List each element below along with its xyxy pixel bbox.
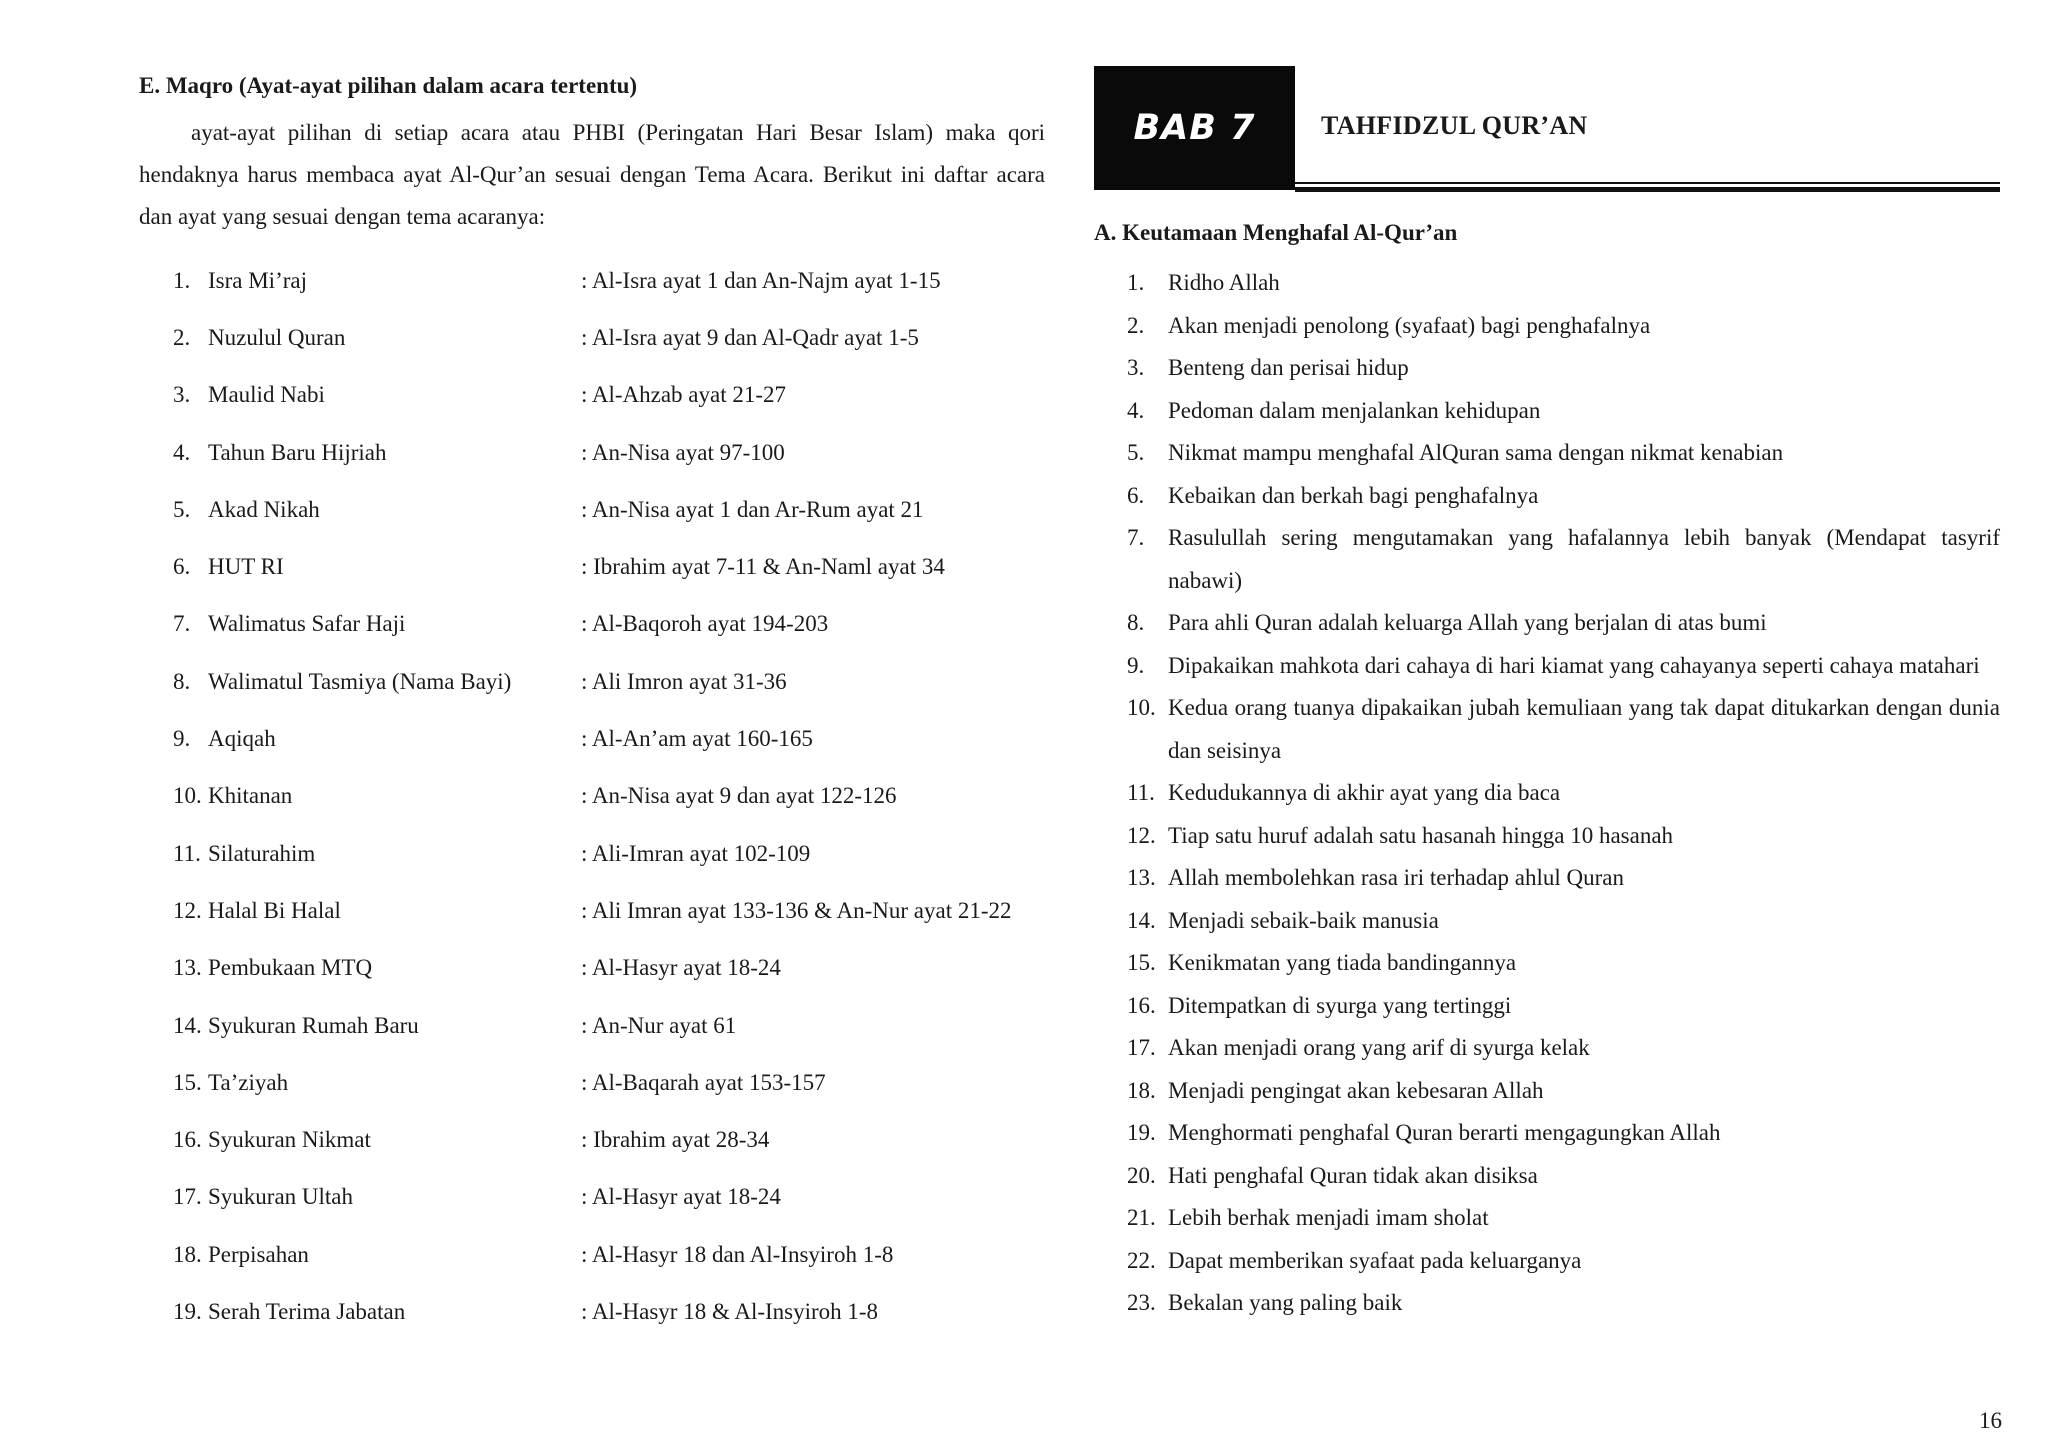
benefit-number: 1. [1127, 270, 1145, 295]
section-heading-keutamaan: A. Keutamaan Menghafal Al-Qur’an [1094, 220, 1458, 245]
chapter-label-box: BAB 7 [1094, 66, 1295, 190]
event-name: Aqiqah [208, 726, 276, 752]
list-item [139, 1111, 1045, 1168]
list-item [1094, 1197, 2000, 1240]
list-item [1094, 1070, 2000, 1113]
event-ayat: : Al-Hasyr ayat 18-24 [581, 1184, 781, 1210]
event-ayat: : An-Nisa ayat 9 dan ayat 122-126 [581, 783, 897, 809]
event-ayat: : Ali Imran ayat 133-136 & An-Nur ayat 21-22 [581, 897, 1012, 923]
benefit-text: Para ahli Quran adalah keluarga Allah yang berjalan di atas bumi [1168, 610, 1767, 635]
page-number: 16 [1979, 1408, 2002, 1433]
benefit-text: Ditempatkan di syurga yang tertinggi [1168, 992, 1512, 1018]
list-item [1094, 517, 2000, 602]
event-name: Syukuran Ultah [208, 1184, 354, 1210]
benefit-number: 22. [1127, 1247, 1156, 1273]
event-number: 12. [173, 897, 202, 923]
list-item [139, 825, 1045, 882]
list-item [139, 768, 1045, 825]
event-name: Isra Mi’raj [208, 267, 307, 293]
benefit-number: 6. [1127, 482, 1145, 508]
event-ayat: : Al-Baqoroh ayat 194-203 [581, 611, 829, 637]
benefit-text: Ridho Allah [1168, 270, 1280, 295]
benefit-number: 3. [1127, 355, 1145, 380]
list-item [1094, 347, 2000, 390]
event-name: Pembukaan MTQ [208, 955, 373, 981]
event-name: Syukuran Nikmat [208, 1127, 371, 1153]
event-number: 17. [173, 1184, 202, 1210]
event-ayat: : Ibrahim ayat 28-34 [581, 1127, 770, 1153]
event-number: 18. [173, 1241, 202, 1267]
event-ayat: : Ibrahim ayat 7-11 & An-Naml ayat 34 [581, 554, 945, 580]
event-ayat: : Al-Ahzab ayat 21-27 [581, 382, 787, 408]
list-item [1094, 645, 2000, 688]
benefit-text: Dipakaikan mahkota dari cahaya di hari kiamat yang cahayanya seperti cahaya matahari [1168, 652, 1980, 678]
event-number: 11. [173, 840, 201, 866]
event-name: Halal Bi Halal [208, 897, 341, 923]
list-item [1094, 305, 2000, 348]
benefit-number: 15. [1127, 950, 1156, 975]
benefit-number: 17. [1127, 1035, 1156, 1060]
event-number: 6. [173, 554, 191, 580]
list-item [139, 1283, 1045, 1340]
benefit-number: 7. [1127, 525, 1145, 550]
event-number: 3. [173, 382, 191, 408]
event-number: 1. [173, 267, 191, 293]
benefit-text: Rasulullah sering mengutamakan yang hafalannya lebih banyak (Mendapat tasyrif nabawi) [1168, 525, 2000, 593]
benefit-number: 5. [1127, 440, 1145, 465]
benefit-text: Menghormati penghafal Quran berarti mengagungkan Allah [1168, 1120, 1721, 1145]
benefit-text: Bekalan yang paling baik [1168, 1290, 1403, 1315]
list-item [1094, 390, 2000, 433]
event-name: Walimatus Safar Haji [208, 611, 406, 637]
event-ayat: : An-Nisa ayat 97-100 [581, 439, 785, 465]
event-ayat: : An-Nur ayat 61 [581, 1012, 737, 1038]
event-number: 13. [173, 955, 202, 981]
event-name: Tahun Baru Hijriah [208, 439, 387, 465]
event-name: Serah Terima Jabatan [208, 1298, 406, 1324]
benefit-text: Kedua orang tuanya dipakaikan jubah kemuliaan yang tak dapat ditukarkan dengan dunia dan seisinya [1168, 695, 2000, 763]
list-item [1094, 1155, 2000, 1198]
benefit-number: 14. [1127, 907, 1156, 933]
benefit-number: 10. [1127, 695, 1156, 720]
list-item [1094, 815, 2000, 858]
event-name: Maulid Nabi [208, 382, 325, 408]
event-name: Syukuran Rumah Baru [208, 1012, 419, 1038]
list-item [139, 596, 1045, 653]
list-item [139, 1226, 1045, 1283]
benefit-text: Kebaikan dan berkah bagi penghafalnya [1168, 482, 1539, 508]
event-number: 4. [173, 439, 191, 465]
header-rule-thick [1295, 187, 2000, 192]
benefit-text: Hati penghafal Quran tidak akan disiksa [1168, 1162, 1538, 1188]
list-item [1094, 857, 2000, 900]
list-item [139, 1169, 1045, 1226]
benefit-number: 21. [1127, 1205, 1156, 1230]
benefit-text: Benteng dan perisai hidup [1168, 355, 1409, 380]
event-ayat: : Al-Isra ayat 1 dan An-Najm ayat 1-15 [581, 267, 941, 293]
header-rule-thin [1295, 182, 2000, 184]
event-name: Perpisahan [208, 1241, 309, 1267]
benefit-number: 20. [1127, 1162, 1156, 1188]
event-ayat-list [139, 252, 1045, 1341]
list-item [139, 252, 1045, 309]
event-ayat: : Ali Imron ayat 31-36 [581, 668, 787, 694]
list-item [139, 1054, 1045, 1111]
list-item [1094, 900, 2000, 943]
event-ayat: : Al-Isra ayat 9 dan Al-Qadr ayat 1-5 [581, 324, 919, 350]
list-item [1094, 602, 2000, 645]
benefit-number: 12. [1127, 822, 1156, 848]
event-name: Khitanan [208, 783, 293, 809]
list-item [139, 882, 1045, 939]
list-item [139, 538, 1045, 595]
list-item [139, 940, 1045, 997]
list-item [1094, 942, 2000, 985]
event-ayat: : Al-Hasyr 18 & Al-Insyiroh 1-8 [581, 1298, 879, 1324]
benefit-number: 8. [1127, 610, 1145, 635]
event-ayat: : An-Nisa ayat 1 dan Ar-Rum ayat 21 [581, 496, 924, 522]
list-item [1094, 772, 2000, 815]
event-ayat: : Al-An’am ayat 160-165 [581, 726, 813, 752]
benefit-number: 2. [1127, 312, 1145, 338]
list-item [139, 424, 1045, 481]
benefit-number: 19. [1127, 1120, 1156, 1145]
event-name: HUT RI [208, 554, 284, 580]
list-item [139, 367, 1045, 424]
list-item [1094, 1240, 2000, 1283]
event-number: 2. [173, 324, 191, 350]
list-item [139, 481, 1045, 538]
chapter-title: TAHFIDZUL QUR’AN [1321, 111, 1588, 140]
event-number: 19. [173, 1298, 202, 1324]
event-ayat: : Al-Hasyr ayat 18-24 [581, 955, 781, 981]
list-item [139, 653, 1045, 710]
event-ayat: : Al-Hasyr 18 dan Al-Insyiroh 1-8 [581, 1241, 894, 1267]
event-number: 15. [173, 1069, 202, 1095]
benefit-text: Kenikmatan yang tiada bandingannya [1168, 950, 1517, 975]
list-item [1094, 475, 2000, 518]
event-name: Silaturahim [208, 840, 316, 866]
benefit-number: 16. [1127, 992, 1156, 1018]
benefit-text: Lebih berhak menjadi imam sholat [1168, 1205, 1489, 1230]
benefit-number: 18. [1127, 1077, 1156, 1103]
event-number: 16. [173, 1127, 202, 1153]
section-heading-maqro: E. Maqro (Ayat-ayat pilihan dalam acara tertentu) [139, 73, 638, 98]
benefit-text: Menjadi pengingat akan kebesaran Allah [1168, 1077, 1544, 1103]
event-name: Nuzulul Quran [208, 324, 346, 350]
list-item [1094, 985, 2000, 1028]
benefit-text: Akan menjadi penolong (syafaat) bagi penghafalnya [1168, 312, 1651, 338]
benefit-number: 4. [1127, 397, 1145, 423]
list-item [139, 710, 1045, 767]
benefit-text: Pedoman dalam menjalankan kehidupan [1168, 397, 1541, 423]
intro-paragraph: ayat-ayat pilihan di setiap acara atau PHBI (Peringatan Hari Besar Islam) maka qori hendaknya harus membaca ayat Al-Qur’an sesuai dengan Tema Acara. Berikut ini daftar acara dan ayat yang sesuai dengan tema acaranya: [139, 120, 1045, 229]
list-item [1094, 1282, 2000, 1325]
event-name: Walimatul Tasmiya (Nama Bayi) [208, 668, 512, 694]
event-ayat: : Ali-Imran ayat 102-109 [581, 840, 811, 866]
event-number: 5. [173, 496, 191, 522]
event-number: 7. [173, 611, 191, 637]
list-item [1094, 262, 2000, 305]
event-name: Akad Nikah [208, 496, 320, 522]
benefit-number: 23. [1127, 1290, 1156, 1315]
list-item [139, 997, 1045, 1054]
list-item [1094, 1027, 2000, 1070]
list-item [139, 309, 1045, 366]
benefit-number: 13. [1127, 865, 1156, 890]
left-page [139, 66, 1045, 1341]
event-number: 14. [173, 1012, 202, 1038]
benefit-text: Menjadi sebaik-baik manusia [1168, 907, 1439, 933]
benefit-text: Dapat memberikan syafaat pada keluarganya [1168, 1247, 1582, 1273]
event-number: 10. [173, 783, 202, 809]
benefit-text: Kedudukannya di akhir ayat yang dia baca [1168, 780, 1561, 805]
event-number: 9. [173, 726, 191, 752]
benefit-text: Allah membolehkan rasa iri terhadap ahlul Quran [1168, 865, 1625, 890]
benefit-text: Akan menjadi orang yang arif di syurga kelak [1168, 1035, 1590, 1060]
benefit-number: 11. [1127, 780, 1155, 805]
event-number: 8. [173, 668, 191, 694]
event-name: Ta’ziyah [208, 1069, 289, 1095]
list-item [1094, 432, 2000, 475]
benefit-number: 9. [1127, 652, 1145, 678]
benefit-text: Nikmat mampu menghafal AlQuran sama dengan nikmat kenabian [1168, 440, 1784, 465]
event-ayat: : Al-Baqarah ayat 153-157 [581, 1069, 826, 1095]
benefit-text: Tiap satu huruf adalah satu hasanah hingga 10 hasanah [1168, 822, 1674, 848]
list-item [1094, 1112, 2000, 1155]
benefit-list [1094, 262, 2000, 1325]
list-item [1094, 687, 2000, 772]
